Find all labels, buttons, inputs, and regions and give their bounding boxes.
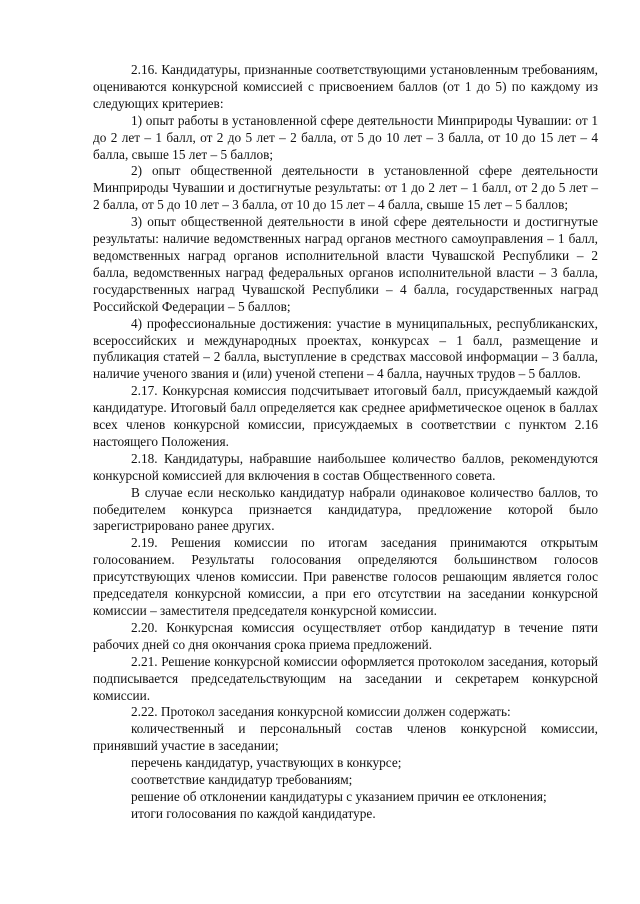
criterion-3: 3) опыт общественной деятельности в иной сфере деятельности и достигнутые результаты: наличие ведомственных наград органов местного самоуправления – 1 балл, ведомственных наград органов исполнительной власти Чувашской Республики – 2 балла, ведомственных наград федеральных органов исполнительной власти – 3 балла, государственных наград Чувашской Республики – 4 балла, государственных наград Российской Федерации – 5 баллов;	[93, 214, 598, 314]
paragraph-2-16: 2.16. Кандидатуры, признанные соответствующими установленным требованиям, оцениваются конкурсной комиссией с присвоением баллов (от 1 до 5) по каждому из следующих критериев:	[93, 62, 598, 111]
criterion-2: 2) опыт общественной деятельности в установленной сфере деятельности Минприроды Чувашии и достигнутые результаты: от 1 до 2 лет – 1 балл, от 2 до 5 лет – 2 балла, от 5 до 10 лет – 3 балла, от 10 до 15 лет – 4 балла, свыше 15 лет – 5 баллов;	[93, 163, 598, 213]
protocol-item-candidates: перечень кандидатур, участвующих в конкурсе;	[131, 755, 402, 771]
protocol-item-rejection: решение об отклонении кандидатуры с указанием причин ее отклонения;	[131, 788, 547, 804]
protocol-item-compliance: соответствие кандидатур требованиям;	[131, 772, 353, 788]
criterion-1: 1) опыт работы в установленной сфере деятельности Минприроды Чувашии: от 1 до 2 лет – 1 балл, от 2 до 5 лет – 2 балла, от 5 до 10 лет – 3 балла, от 10 до 15 лет – 4 балла, свыше 15 лет – 5 баллов;	[93, 112, 598, 162]
paragraph-2-22: 2.22. Протокол заседания конкурсной комиссии должен содержать:	[131, 704, 511, 720]
protocol-item-composition: количественный и персональный состав членов конкурсной комиссии, принявший участие в заседании;	[93, 721, 598, 754]
protocol-item-voting-results: итоги голосования по каждой кандидатуре.	[131, 805, 376, 821]
paragraph-2-19: 2.19. Решения комиссии по итогам заседания принимаются открытым голосованием. Результаты голосования определяются большинством голосов присутствующих членов комиссии. При равенстве голосов решающим является голос председателя конкурсной комиссии, а при его отсутствии на заседании конкурсной комиссии – заместителя председателя конкурсной комиссии.	[93, 535, 598, 618]
document-body	[93, 62, 598, 823]
criterion-4: 4) профессиональные достижения: участие в муниципальных, республиканских, всероссийских и международных проектах, конкурсах – 1 балл, размещение и публикация статей – 2 балла, выступление в средствах массовой информации – 3 балла, наличие ученого звания и (или) ученой степени – 4 балла, научных трудов – 5 баллов.	[93, 315, 598, 382]
paragraph-tie-rule: В случае если несколько кандидатур набрали одинаковое количество баллов, то победителем конкурса признается кандидатура, предложение которой было зарегистрировано ранее других.	[93, 484, 598, 534]
paragraph-2-20: 2.20. Конкурсная комиссия осуществляет отбор кандидатур в течение пяти рабочих дней со дня окончания срока приема предложений.	[93, 619, 598, 652]
paragraph-2-21: 2.21. Решение конкурсной комиссии оформляется протоколом заседания, который подписывается председательствующим на заседании и секретарем конкурсной комиссии.	[93, 653, 598, 703]
paragraph-2-17: 2.17. Конкурсная комиссия подсчитывает итоговый балл, присуждаемый каждой кандидатуре. Итоговый балл определяется как среднее арифметическое оценок в баллах всех членов конкурсной комиссии, присуждаемых в соответствии с пунктом 2.16 настоящего Положения.	[93, 383, 598, 449]
paragraph-2-18: 2.18. Кандидатуры, набравшие наибольшее количество баллов, рекомендуются конкурсной комиссией для включения в состав Общественного совета.	[93, 450, 598, 483]
